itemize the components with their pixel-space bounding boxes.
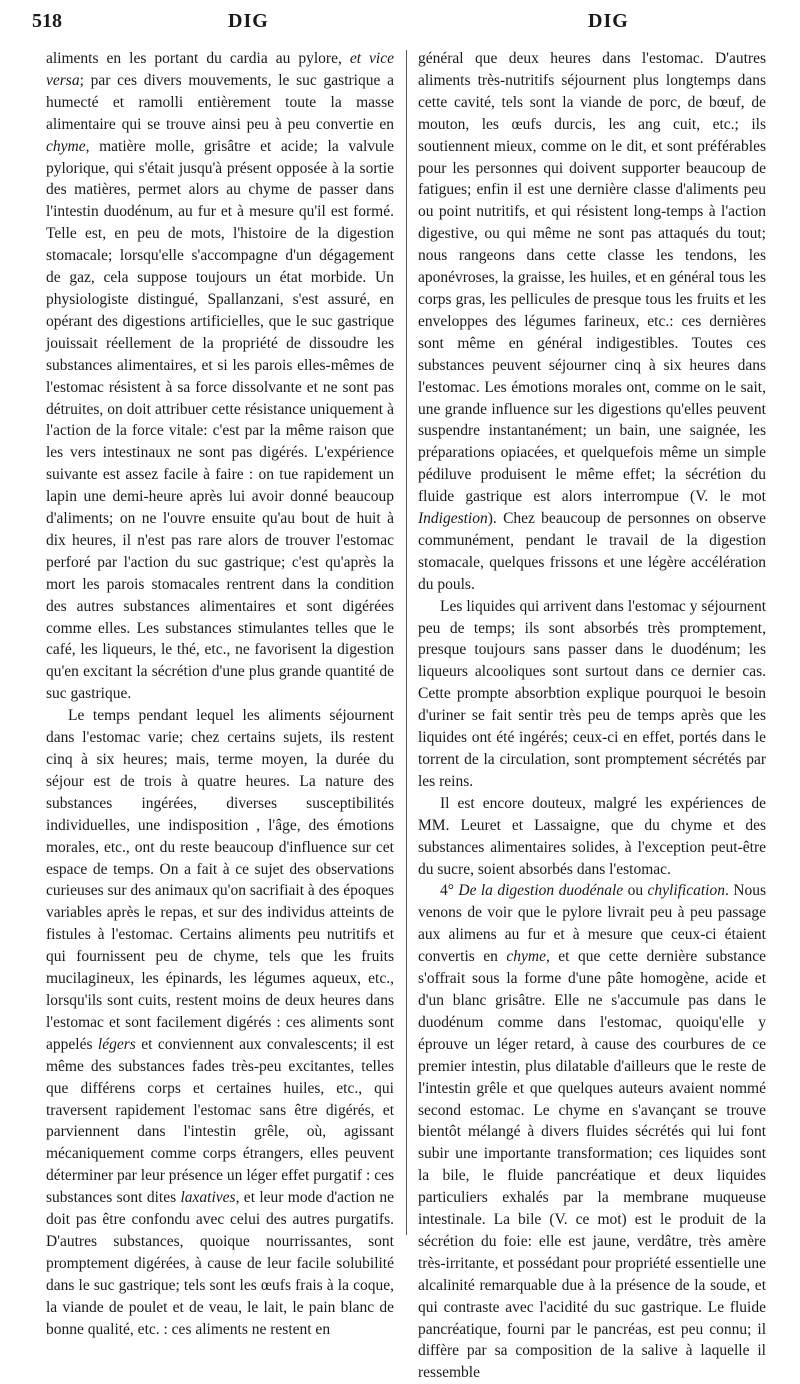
italic-text: et vice versa [46, 50, 394, 89]
paragraph [46, 705, 394, 1340]
text-segment: général que deux heures dans l'estomac. D'autres aliments très-nutritifs séjournent plus longtemps dans cette cavité, tels sont la viande de porc, de bœuf, de mouton, les œufs durcis, les ang cuit, etc.; ils soutiennent mieux, comme on le dit, et sont préférables pour les personnes qui doivent supporter beaucoup de fatigues; enfin il est une dernière classe d'aliments peu ou point nutritifs, et qui résistent long-temps à l'action digestive, ou qui même ne sont pas attaqués du tout; nous rangeons dans cette classe les tendons, les aponévroses, la graisse, les huiles, et en général tous les corps gras, les pellicules de presque tous les fruits et les enveloppes des légumes farineux, etc.: ces dernières sont même en général indigestibles. Toutes ces substances peuvent séjourner cinq à six heures dans l'estomac. Les émotions morales ont, comme on le sait, une grande influence sur les digestions qu'elles peuvent suspendre instantanément; un bain, une saignée, les préparations opiacées, et quelquefois même un simple pédiluve produisent le même effet; la sécrétion du fluide gastrique est alors interrompue (V. le mot [418, 50, 766, 506]
text-segment: Les liquides qui arrivent dans l'estomac y séjournent peu de temps; ils sont absorbés très promptement, presque toujours sans passer dans le duodénum; les liqueurs alcooliques sont surtout dans ce dernier cas. Cette prompte absorbtion explique pourquoi le besoin d'uriner se fait sentir très peu de temps après que les liquides ont été ingérés; ceux-ci en effet, portés dans le torrent de la circulation, sont promptement sécrétés par les reins. [418, 597, 766, 790]
right-column [418, 48, 767, 1382]
italic-text: laxatives [180, 1189, 236, 1207]
text-segment: aliments en les portant du cardia au pylore, [46, 50, 350, 67]
text-segment: , et que cette dernière substance s'offrait sous la forme d'une pâte homogène, acide et d'un blanc grisâtre. Elle ne s'accumule pas dans le duodénum comme dans l'estomac, quoiqu'elle y éprouve un léger retard, à cause des courbures de ce premier intestin, plus dilatable d'ailleurs que le reste de l'intestin grêle et que quelques auteurs avaient nommé second estomac. Le chyme en s'avançant se trouve bientôt mélangé à divers fluides sécrétés qui lui font subir une importante transformation; ces liquides sont la bile, le fluide pancréatique et deux liquides particuliers exhalés par la membrane muqueuse intestinale. La bile (V. ce mot) est le produit de la sécrétion du foie: elle est jaune, verdâtre, très amère très-irritante, et possédant pour propriété essentielle une alcalinité remarquable due à la présence de la soude, et qui contraste avec l'acidité du suc gastrique. Le fluide pancréatique, fourni par le pancréas, est peu connu; il diffère par sa composition de la salive à laquelle il ressemble [418, 948, 766, 1382]
text-segment: , et leur mode d'action ne doit pas être confondu avec celui des autres purgatifs. D'autres substances, quoique nourrissantes, sont promptement digérées, à cause de leur facile solubilité dans le suc gastrique; tels sont les œufs frais à la coque, la viande de poulet et de veau, le lait, le pain blanc de bonne qualité, etc. : ces aliments ne restent en [46, 1189, 395, 1338]
italic-text: chyme [46, 137, 86, 155]
left-column [46, 48, 395, 1338]
text-segment: Il est encore douteux, malgré les expériences de MM. Leuret et Lassaigne, que du chyme et des substances alimentaires solides, à l'exception peut-être du sucre, soient absorbés dans l'estomac. [418, 794, 766, 878]
column-divider [406, 50, 407, 1235]
page-header [0, 8, 800, 42]
paragraph [418, 880, 766, 1384]
text-segment: 4° [440, 882, 459, 900]
text-segment: , matière molle, grisâtre et acide; la valvule pylorique, qui s'était jusqu'à présent opposée à la sortie des matières, permet alors au chyme de passer dans l'intestin duodénum, au fur et à mesure qu'il est formé. Telle est, en peu de mots, l'histoire de la digestion stomacale; lorsqu'elle s'accompagne d'un dégagement de gaz, cela suppose toujours un état morbide. Un physiologiste distingué, Spallanzani, s'est assuré, en opérant des digestions artificielles, que le suc gastrique jouissait réellement de la propriété de dissoudre les substances alimentaires, et si les parois elles-mêmes de l'estomac résistent à sa force dissolvante et ne sont pas détruites, on doit attribuer cette résistance uniquement à l'action de la force vitale: c'est par la même raison que les vers intestinaux ne sont pas digérés. L'expérience suivante est assez facile à faire : on tue rapidement un lapin une demi-heure après lui avoir donné beaucoup d'aliments; on ne l'ouvre ensuite qu'au bout de huit à dix heures, il n'est pas rare alors de trouver l'estomac perforé par l'action du suc gastrique; c'est qu'après la mort les parois stomacales rentrent dans la condition des autres substances alimentaires et sont digérées comme elles. Les substances stimulantes telles que le café, les liqueurs, le thé, etc., ne favorisent la digestion qu'en excitant la sécrétion d'une plus grande quantité de suc gastrique. [46, 137, 394, 703]
text-segment: Le temps pendant lequel les aliments séjournent dans l'estomac varie; chez certains sujets, ils restent cinq à six heures; mais, terme moyen, la durée du séjour est de trois à quatre heures. La nature des substances ingérées, diverses susceptibilités individuelles, une indisposition , l'âge, des émotions morales, etc., ont du reste beaucoup d'influence sur cet espace de temps. On a fait à ce sujet des observations curieuses sur des animaux qu'on sacrifiait à des époques variables après le repas, et sur des individus atteints de fistules à l'estomac. Certains aliments peu nutritifs et qui fournissent peu de chyme, tels que les fruits mucilagineux, les épinards, les légumes aqueux, etc., lorsqu'ils sont cuits, restent moins de deux heures dans l'estomac et sont facilement digérés : ces aliments sont appelés [46, 707, 394, 1053]
italic-text: Indigestion [418, 510, 488, 528]
paragraph [418, 793, 766, 881]
italic-text: légers [97, 1035, 136, 1053]
italic-text: De la digestion duodénale [458, 882, 624, 900]
running-head-left: DIG [228, 10, 269, 32]
text-segment: et conviennent aux convalescents; il est même des substances fades très-peu excitantes, telles que différens corps et certaines huiles, etc., qui traversent rapidement l'estomac sans être digérés, et parviennent dans l'intestin grêle, où, agissant mécaniquement comme corps étrangers, elles peuvent déterminer par leur présence un léger effet purgatif : ces substances sont dites [46, 1035, 394, 1207]
italic-text: chylification [647, 882, 725, 900]
text-segment: . Nous venons de voir que le pylore livrait peu à peu passage aux alimens au fur et à mesure que ceux-ci étaient convertis en [418, 882, 767, 966]
paragraph [418, 48, 766, 596]
paragraph [418, 596, 766, 793]
paragraph [46, 48, 394, 705]
italic-text: chyme [506, 948, 546, 966]
running-head-right: DIG [588, 10, 629, 32]
text-segment: ; par ces divers mouvements, le suc gastrique a humecté et ramolli entièrement toute la masse alimentaire qui se trouve ainsi peu à peu convertie en [46, 71, 394, 133]
text-segment: ). Chez beaucoup de personnes on observe communément, pendant le travail de la digestion stomacale, quelques frissons et une légère accélération du pouls. [418, 510, 766, 593]
page-number: 518 [32, 10, 62, 32]
text-segment: ou [623, 882, 648, 900]
